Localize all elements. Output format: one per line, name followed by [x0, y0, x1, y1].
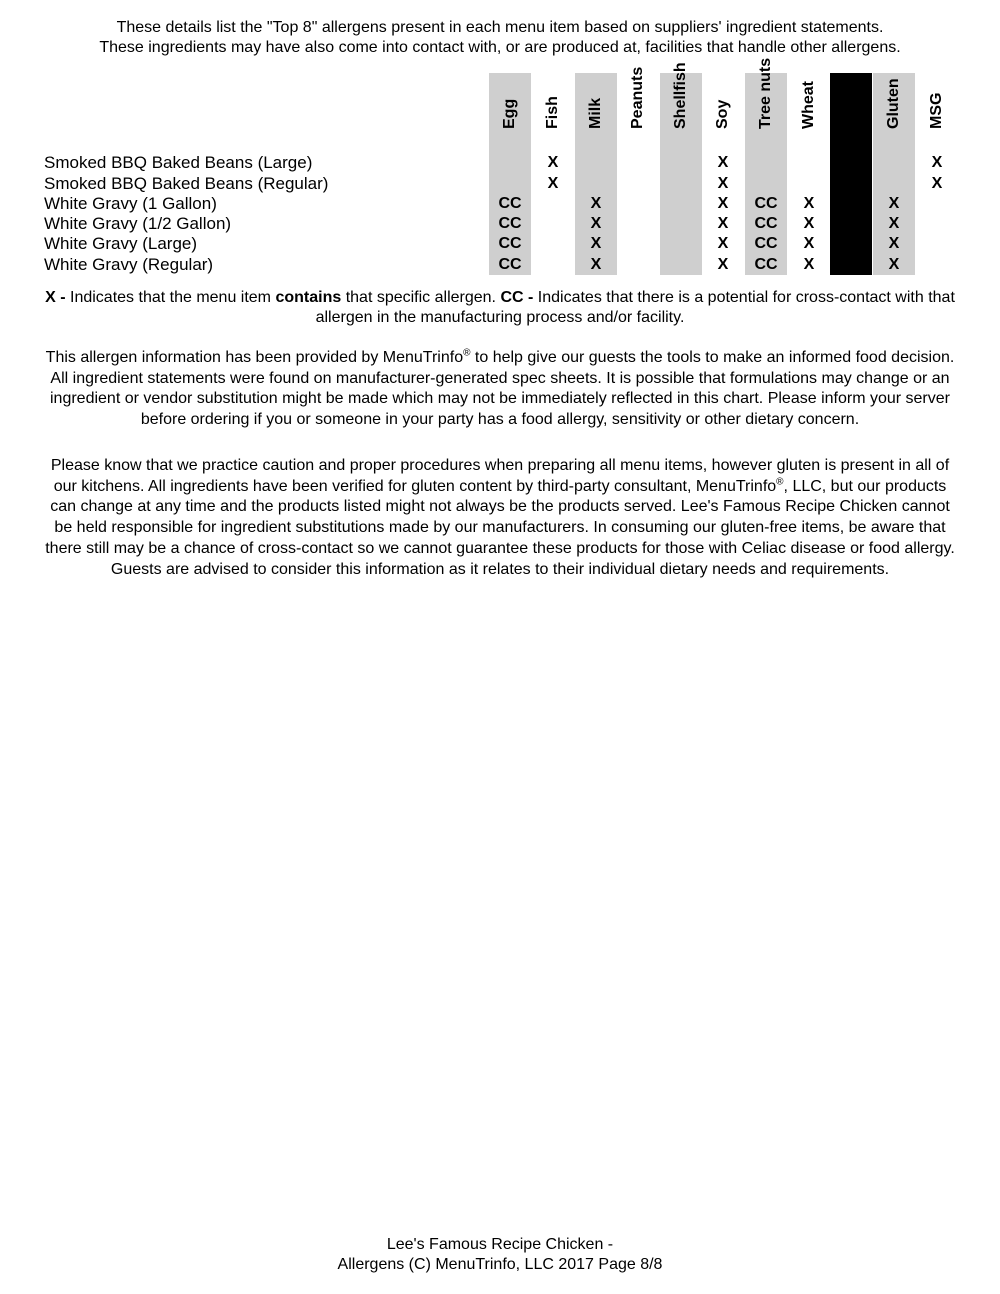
column-header-fish: Fish [544, 96, 561, 129]
allergen-disclaimer: This allergen information has been provided by MenuTrinfo® to help give our guests the tools to make an informed food decision. All ingredient statements were found on manufacturer-generated spec sheets. It is possible that formulations may change or an ingredient or vendor substitution might be made which may not be immediately reflected in this chart. Please inform your server before ordering if you or someone in your party has a food allergy, sensitivity or other dietary concern. [45, 347, 955, 428]
allergen-cell: X [547, 154, 559, 171]
registered-mark: ® [776, 476, 784, 488]
column-header-wheat: Wheat [800, 81, 817, 129]
legend [40, 288, 960, 328]
gluten-disclaimer: Please know that we practice caution and proper procedures when preparing all menu items, however gluten is present in all of our kitchens. All ingredients have been verified for gluten content by third-party consultant, MenuTrinfo®, LLC, but our products can change at any time and the products listed might not always be the products served. Lee's Famous Recipe Chicken cannot be held responsible for ingredient substitutions made by our manufacturers. In consuming our gluten-free items, be aware that there still may be a chance of cross-contact so we cannot guarantee these products for those with Celiac disease or food allergy. Guests are advised to consider this information as it relates to their individual dietary needs and requirements. [45, 457, 955, 578]
allergen-cell: CC [498, 235, 522, 252]
allergen-cell: X [803, 256, 815, 273]
column-header-milk: Milk [587, 97, 604, 129]
intro-line-2: These ingredients may have also come into contact with, or are produced at, facilities that handle other allergens. [99, 39, 901, 56]
allergen-cell: X [803, 215, 815, 232]
allergen-cell: X [931, 154, 943, 171]
allergen-cell: CC [754, 215, 778, 232]
allergen-cell: CC [754, 256, 778, 273]
allergen-cell: X [803, 235, 815, 252]
allergen-cell: X [590, 235, 602, 252]
row-label: White Gravy (1/2 Gallon) [44, 214, 232, 233]
legend-cc-key: CC - [500, 289, 534, 306]
allergen-cell: X [590, 195, 602, 212]
allergen-cell: CC [498, 215, 522, 232]
allergen-cell: X [888, 256, 900, 273]
legend-contains: contains [275, 289, 342, 306]
row-label: Smoked BBQ Baked Beans (Large) [44, 153, 313, 172]
legend-x-text: Indicates that the menu item [65, 289, 276, 306]
allergen-cell: X [803, 195, 815, 212]
page-footer [0, 1235, 1000, 1275]
legend-x-key: X - [45, 289, 66, 306]
row-label: White Gravy (1 Gallon) [44, 194, 217, 213]
footer-line-2: Allergens (C) MenuTrinfo, LLC 2017 Page 8/8 [337, 1256, 663, 1273]
allergen-cell: X [590, 215, 602, 232]
column-header-msg: MSG [928, 92, 945, 129]
legend-cc-text: Indicates that there is a potential for cross-contact with that allergen in the manufacturing process and/or facility. [315, 289, 955, 326]
column-header-soy: Soy [714, 99, 731, 129]
row-label: Smoked BBQ Baked Beans (Regular) [44, 174, 329, 193]
column-header-gluten: Gluten [885, 78, 902, 129]
legend-x-text-end: that specific allergen. [341, 289, 501, 306]
intro-text [0, 18, 1000, 58]
registered-mark: ® [463, 347, 471, 359]
column-header-egg: Egg [501, 98, 518, 129]
allergen-cell: X [888, 195, 900, 212]
column-header-peanuts: Peanuts [629, 66, 646, 129]
allergen-cell: CC [498, 195, 522, 212]
allergen-cell: X [547, 175, 559, 192]
column-header-shellfish: Shellfish [672, 62, 689, 129]
allergen-cell: X [717, 256, 729, 273]
footer-line-1: Lee's Famous Recipe Chicken - [386, 1236, 614, 1253]
column-header-tree-nuts: Tree nuts [757, 57, 774, 129]
allergen-cell: CC [754, 235, 778, 252]
allergen-cell: X [931, 175, 943, 192]
row-label: White Gravy (Large) [44, 234, 198, 253]
allergen-cell: X [717, 215, 729, 232]
allergen-cell: X [888, 235, 900, 252]
allergen-cell: X [888, 215, 900, 232]
allergen-cell: X [717, 235, 729, 252]
allergen-cell: X [590, 256, 602, 273]
allergen-cell: X [717, 154, 729, 171]
column-band-blank [830, 73, 872, 275]
allergen-cell: X [717, 195, 729, 212]
intro-line-1: These details list the "Top 8" allergens present in each menu item based on suppliers' ingredient statements. [116, 19, 884, 36]
allergen-cell: CC [754, 195, 778, 212]
allergen-cell: CC [498, 256, 522, 273]
row-label: White Gravy (Regular) [44, 255, 214, 274]
allergen-cell: X [717, 175, 729, 192]
